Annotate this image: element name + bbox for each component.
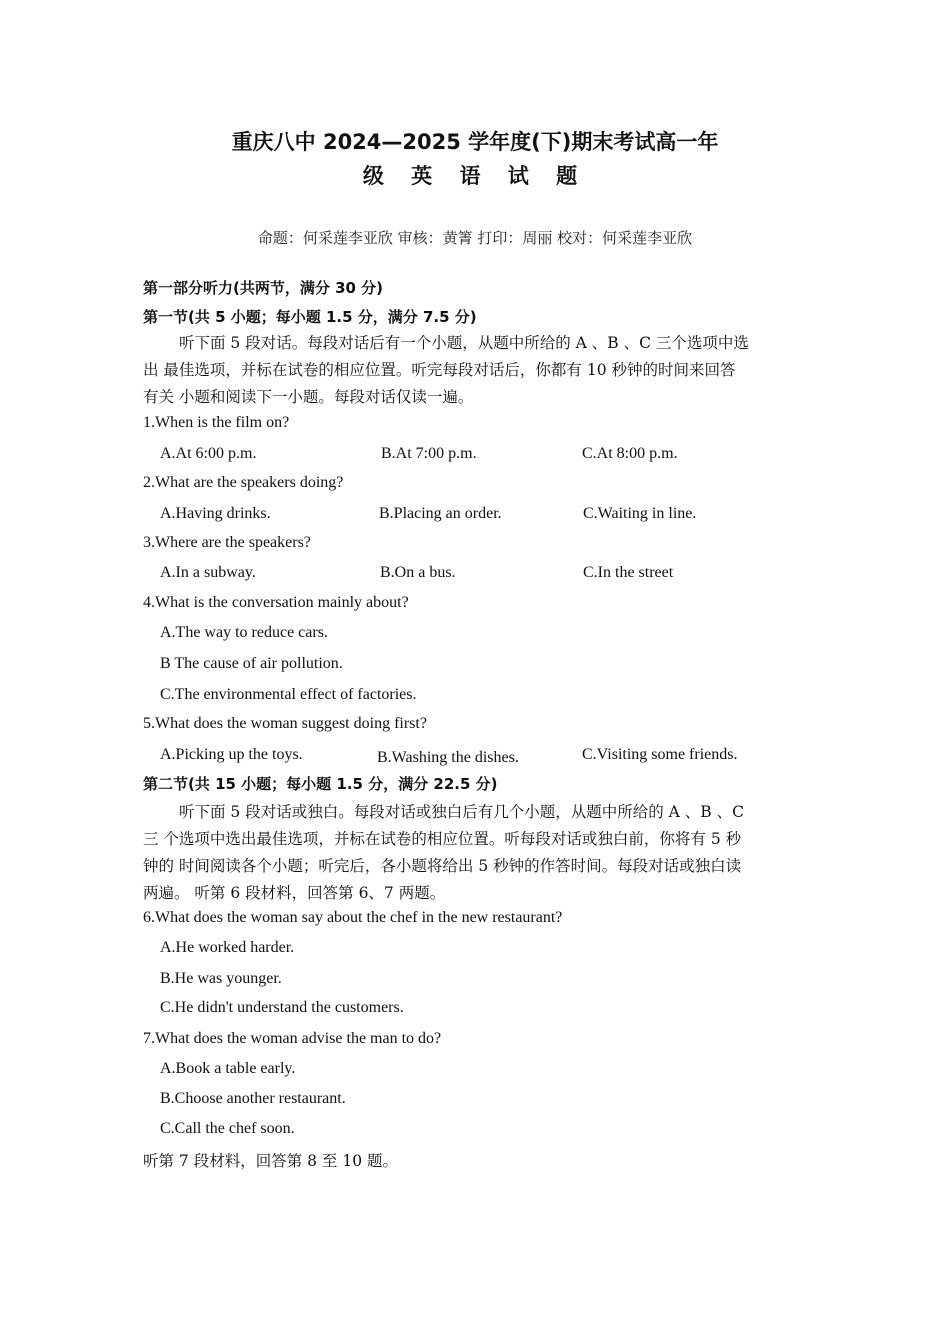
q5-option-b: B.Washing the dishes.	[377, 749, 519, 766]
q7-option-a: A.Book a table early.	[160, 1060, 296, 1077]
q2-option-b: B.Placing an order.	[379, 505, 502, 522]
q7-option-c: C.Call the chef soon.	[160, 1120, 295, 1137]
passage-7-note: 听第 7 段材料，回答第 8 至 10 题。	[143, 1152, 399, 1170]
q4-option-c: C.The environmental effect of factories.	[160, 686, 417, 703]
question-2: 2.What are the speakers doing?	[143, 474, 344, 491]
question-6: 6.What does the woman say about the chef in the new restaurant?	[143, 909, 563, 926]
exam-title-line2: 级 英 语 试 题	[362, 164, 588, 188]
q2-option-a: A.Having drinks.	[160, 505, 271, 522]
section1-heading: 第一节(共 5 小题；每小题 1.5 分，满分 7.5 分)	[143, 308, 477, 326]
q4-option-a: A.The way to reduce cars.	[160, 624, 328, 641]
q1-option-b: B.At 7:00 p.m.	[381, 445, 477, 462]
section1-instructions: 听下面 5 段对话。每段对话后有一个小题，从题中所给的 A 、B 、C 三个选项中选 出 最佳选项，并标在试卷的相应位置。听完每段对话后，你都有 10 秒钟的时间来回答 有关 小题和阅读下一小题。每段对话仅读一遍。	[143, 334, 749, 406]
section2-instructions: 听下面 5 段对话或独白。每段对话或独白后有几个小题，从题中所给的 A 、B 、C 三 个选项中选出最佳选项，并标在试卷的相应位置。听每段对话或独白前，你将有 5 秒 钟的 时间阅读各个小题；听完后，各小题将给出 5 秒钟的作答时间。每段对话或独白读 两遍。 听第 6 段材料，回答第 6、7 两题。	[143, 803, 744, 902]
q6-option-a: A.He worked harder.	[160, 939, 295, 956]
q1-option-c: C.At 8:00 p.m.	[582, 445, 678, 462]
q5-option-a: A.Picking up the toys.	[160, 746, 303, 763]
q6-option-b: B.He was younger.	[160, 970, 282, 987]
q3-option-c: C.In the street	[583, 564, 674, 581]
q1-option-a: A.At 6:00 p.m.	[160, 445, 257, 462]
exam-credits: 命题：何采莲李亚欣 审核：黄箐 打印：周丽 校对：何采莲李亚欣	[257, 229, 693, 247]
q3-option-a: A.In a subway.	[160, 564, 256, 581]
q7-option-b: B.Choose another restaurant.	[160, 1090, 346, 1107]
q4-option-b: B The cause of air pollution.	[160, 655, 343, 672]
question-5: 5.What does the woman suggest doing first?	[143, 715, 427, 732]
question-7: 7.What does the woman advise the man to do?	[143, 1030, 442, 1047]
q3-option-b: B.On a bus.	[380, 564, 456, 581]
question-3: 3.Where are the speakers?	[143, 534, 311, 551]
exam-title-line1: 重庆八中 2024—2025 学年度(下)期末考试高一年	[231, 130, 719, 154]
q6-option-c: C.He didn't understand the customers.	[160, 999, 404, 1016]
question-4: 4.What is the conversation mainly about?	[143, 594, 409, 611]
question-1: 1.When is the film on?	[143, 414, 290, 431]
q2-option-c: C.Waiting in line.	[583, 505, 697, 522]
section2-heading: 第二节(共 15 小题；每小题 1.5 分，满分 22.5 分)	[143, 775, 498, 793]
q5-option-c: C.Visiting some friends.	[582, 746, 738, 763]
part1-heading: 第一部分听力(共两节，满分 30 分)	[143, 279, 384, 297]
